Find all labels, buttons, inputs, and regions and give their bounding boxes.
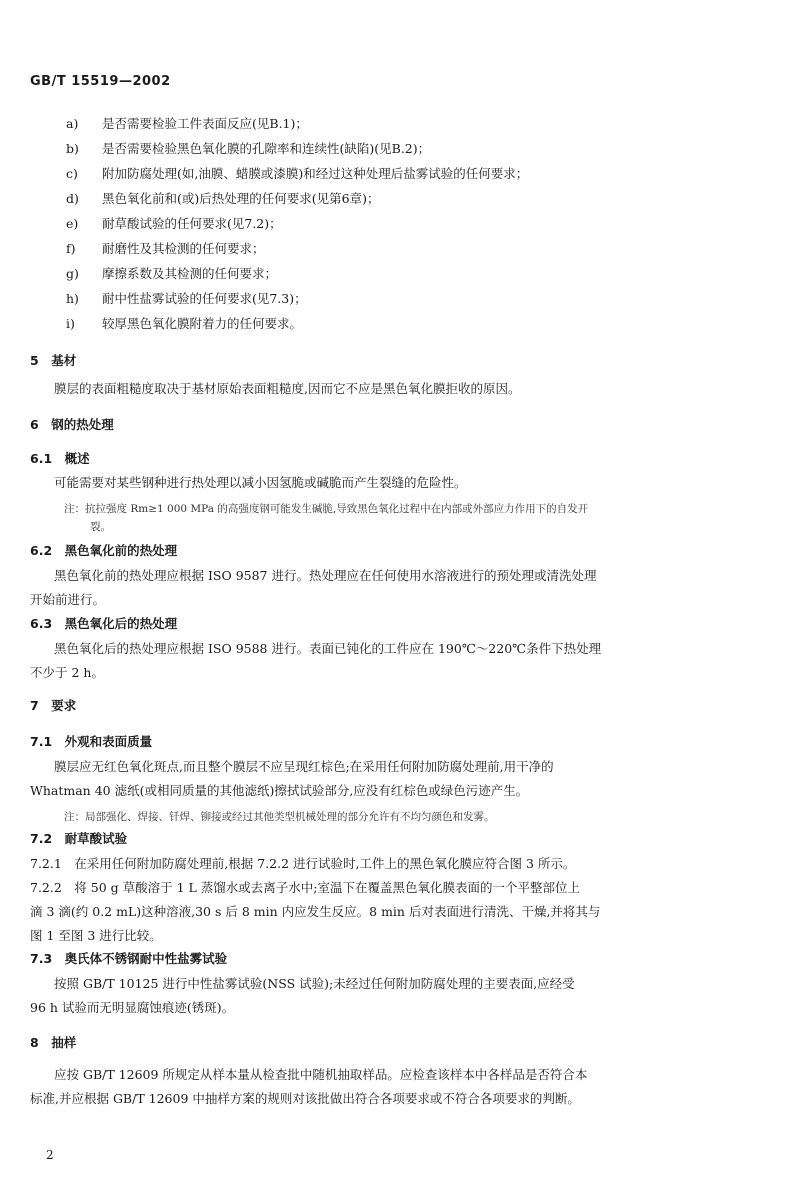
section-7-1-paragraph: 膜层应无红色氧化斑点,而且整个膜层不应呈现红棕色;在采用任何附加防腐处理前,用干净的: [54, 759, 554, 774]
note-7-1: 注：局部强化、焊接、钎焊、铆接或经过其他类型机械处理的部分允许有不均匀颜色和发雾。: [64, 811, 495, 823]
subsection-heading-6-2: 6.2 黑色氧化前的热处理: [30, 543, 178, 558]
section-7-3-paragraph-cont: 96 h 试验而无明显腐蚀痕迹(锈斑)。: [30, 1000, 235, 1015]
note-6-1-cont: 裂。: [90, 521, 111, 533]
subsection-heading-7-2: 7.2 耐草酸试验: [30, 831, 128, 846]
note-6-1: 注：抗拉强度 Rm≥1 000 MPa 的高强度钢可能发生碱脆,导致黑色氧化过程中在内部或外部应力作用下的自发开: [64, 503, 589, 515]
standard-header: GB/T 15519—2002: [30, 74, 171, 89]
section-heading-7: 7 要求: [30, 698, 77, 713]
list-item: e) 耐草酸试验的任何要求(见7.2)；: [66, 216, 282, 231]
list-item: b) 是否需要检验黑色氧化膜的孔隙率和连续性(缺陷)(见B.2)；: [66, 141, 431, 156]
section-heading-5: 5 基材: [30, 353, 77, 368]
list-item: d) 黑色氧化前和(或)后热处理的任何要求(见第6章)；: [66, 191, 380, 206]
list-item: c) 附加防腐处理(如,油膜、蜡膜或漆膜)和经过这种处理后盐雾试验的任何要求；: [66, 166, 529, 181]
clause-7-2-2: 7.2.2 将 50 g 草酸溶于 1 L 蒸馏水或去离子水中;室温下在覆盖黑色氧化膜表面的一个平整部位上: [30, 880, 581, 895]
section-6-1-paragraph: 可能需要对某些钢种进行热处理以减小因氢脆或碱脆而产生裂缝的危险性。: [54, 475, 467, 490]
list-item: h) 耐中性盐雾试验的任何要求(见7.3)；: [66, 291, 307, 306]
clause-7-2-2-cont: 图 1 至图 3 进行比较。: [30, 928, 162, 943]
section-heading-6: 6 钢的热处理: [30, 417, 114, 432]
section-8-paragraph: 应按 GB/T 12609 所规定从样本量从检查批中随机抽取样品。应检查该样本中各样品是否符合本: [54, 1067, 588, 1082]
section-6-3-paragraph-cont: 不少于 2 h。: [30, 665, 104, 680]
section-5-paragraph: 膜层的表面粗糙度取决于基材原始表面粗糙度,因而它不应是黑色氧化膜拒收的原因。: [54, 381, 521, 396]
subsection-heading-7-3: 7.3 奥氏体不锈钢耐中性盐雾试验: [30, 951, 228, 966]
section-7-3-paragraph: 按照 GB/T 10125 进行中性盐雾试验(NSS 试验);未经过任何附加防腐处理的主要表面,应经受: [54, 976, 575, 991]
page-number: 2: [46, 1148, 54, 1162]
list-item: f) 耐磨性及其检测的任何要求；: [66, 241, 265, 256]
section-6-2-paragraph-cont: 开始前进行。: [30, 592, 106, 607]
subsection-heading-6-3: 6.3 黑色氧化后的热处理: [30, 616, 178, 631]
section-6-2-paragraph: 黑色氧化前的热处理应根据 ISO 9587 进行。热处理应在任何使用水溶液进行的预处理或清洗处理: [54, 568, 597, 583]
subsection-heading-7-1: 7.1 外观和表面质量: [30, 734, 153, 749]
section-heading-8: 8 抽样: [30, 1035, 77, 1050]
clause-7-2-2-cont: 滴 3 滴(约 0.2 mL)这种溶液,30 s 后 8 min 内应发生反应。8 min 后对表面进行清洗、干燥,并将其与: [30, 904, 601, 919]
section-7-1-paragraph-cont: Whatman 40 滤纸(或相同质量的其他滤纸)擦拭试验部分,应没有红棕色或绿色污迹产生。: [30, 783, 529, 798]
subsection-heading-6-1: 6.1 概述: [30, 451, 90, 466]
section-6-3-paragraph: 黑色氧化后的热处理应根据 ISO 9588 进行。表面已钝化的工件应在 190℃～220℃条件下热处理: [54, 641, 602, 656]
section-8-paragraph-cont: 标准,并应根据 GB/T 12609 中抽样方案的规则对该批做出符合各项要求或不符合各项要求的判断。: [30, 1091, 580, 1106]
list-item: g) 摩擦系数及其检测的任何要求；: [66, 266, 278, 281]
list-item: a) 是否需要检验工件表面反应(见B.1)；: [66, 116, 308, 131]
clause-7-2-1: 7.2.1 在采用任何附加防腐处理前,根据 7.2.2 进行试验时,工件上的黑色氧化膜应符合图 3 所示。: [30, 856, 576, 871]
list-item: i) 较厚黑色氧化膜附着力的任何要求。: [66, 316, 303, 331]
